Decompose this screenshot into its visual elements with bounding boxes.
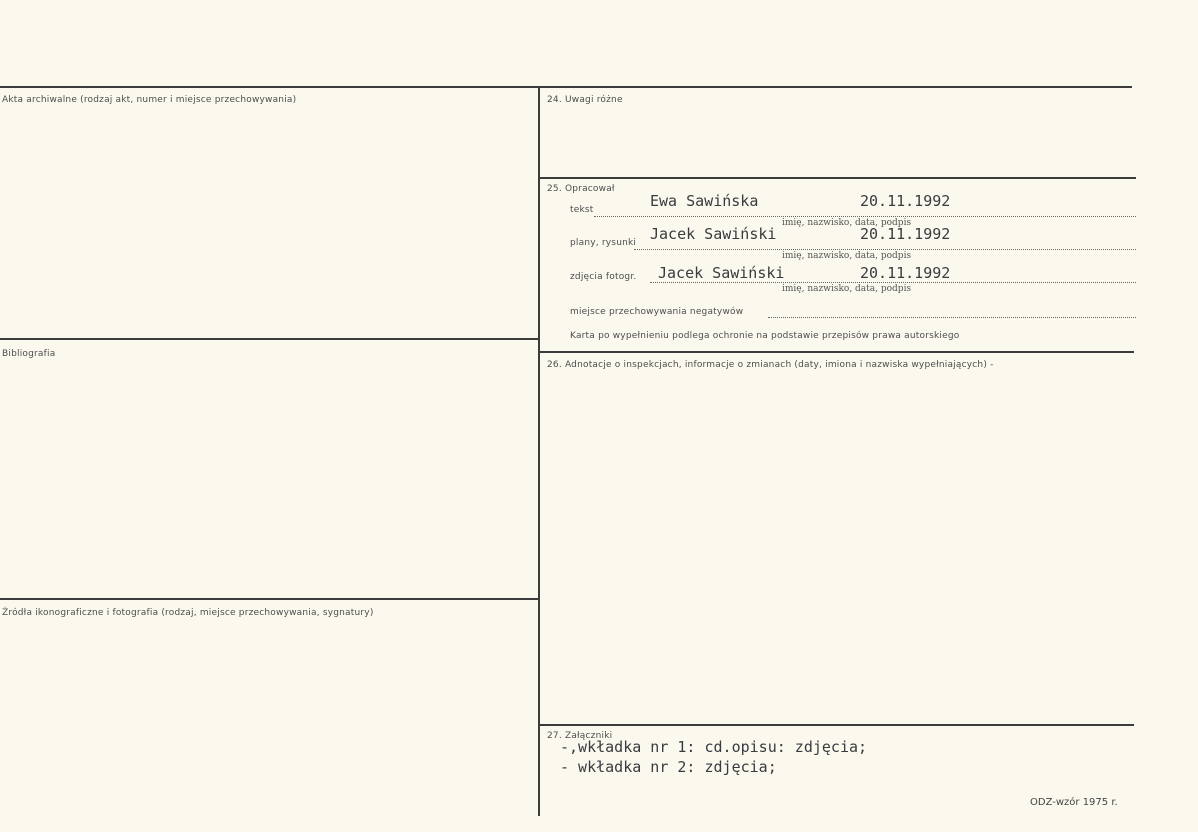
negatywy-label: miejsce przechowywania negatywów (570, 307, 744, 317)
top-rule (0, 86, 1132, 88)
right-rule-3 (540, 724, 1134, 726)
plany-sub: imię, nazwisko, data, podpis (782, 251, 912, 261)
bibliografia-label: Bibliografia (2, 349, 56, 359)
zalaczniki-label: 27. Załączniki (547, 731, 613, 741)
uwagi-label: 24. Uwagi różne (547, 95, 623, 105)
negatywy-line (768, 317, 1136, 318)
zrodla-label: Źródła ikonograficzne i fotografia (rodzaj, miejsce przechowywania, sygnatury) (2, 608, 374, 618)
zdjecia-label: zdjęcia fotogr. (570, 272, 637, 282)
form-footer: ODZ-wzór 1975 r. (1030, 797, 1118, 808)
zdjecia-line (650, 282, 1136, 283)
right-rule-2 (540, 351, 1134, 353)
tekst-line (594, 216, 1136, 217)
tekst-sub: imię, nazwisko, data, podpis (782, 218, 912, 228)
left-rule-2 (0, 598, 538, 600)
opracowal-label: 25. Opracował (547, 184, 615, 194)
zalacznik-item-1: -,wkładka nr 1: cd.opisu: zdjęcia; (560, 738, 868, 756)
right-rule-1 (540, 177, 1136, 179)
plany-label: plany, rysunki (570, 238, 637, 248)
zdjecia-date: 20.11.1992 (860, 264, 951, 282)
tekst-name: Ewa Sawińska (650, 192, 759, 210)
plany-line (634, 249, 1136, 250)
adnotacje-label: 26. Adnotacje o inspekcjach, informacje o zmianach (daty, imiona i nazwiska wypełniających) - (547, 360, 994, 370)
tekst-label: tekst (570, 205, 594, 215)
vertical-divider (538, 86, 540, 816)
plany-name: Jacek Sawiński (650, 225, 777, 243)
zdjecia-sub: imię, nazwisko, data, podpis (782, 284, 912, 294)
left-rule-1 (0, 338, 538, 340)
tekst-date: 20.11.1992 (860, 192, 951, 210)
zdjecia-name: Jacek Sawiński (658, 264, 785, 282)
akta-archiwalne-label: Akta archiwalne (rodzaj akt, numer i miejsce przechowywania) (2, 95, 297, 105)
plany-date: 20.11.1992 (860, 225, 951, 243)
karta-note: Karta po wypełnieniu podlega ochronie na podstawie przepisów prawa autorskiego (570, 331, 960, 341)
zalacznik-item-2: - wkładka nr 2: zdjęcia; (560, 758, 777, 776)
